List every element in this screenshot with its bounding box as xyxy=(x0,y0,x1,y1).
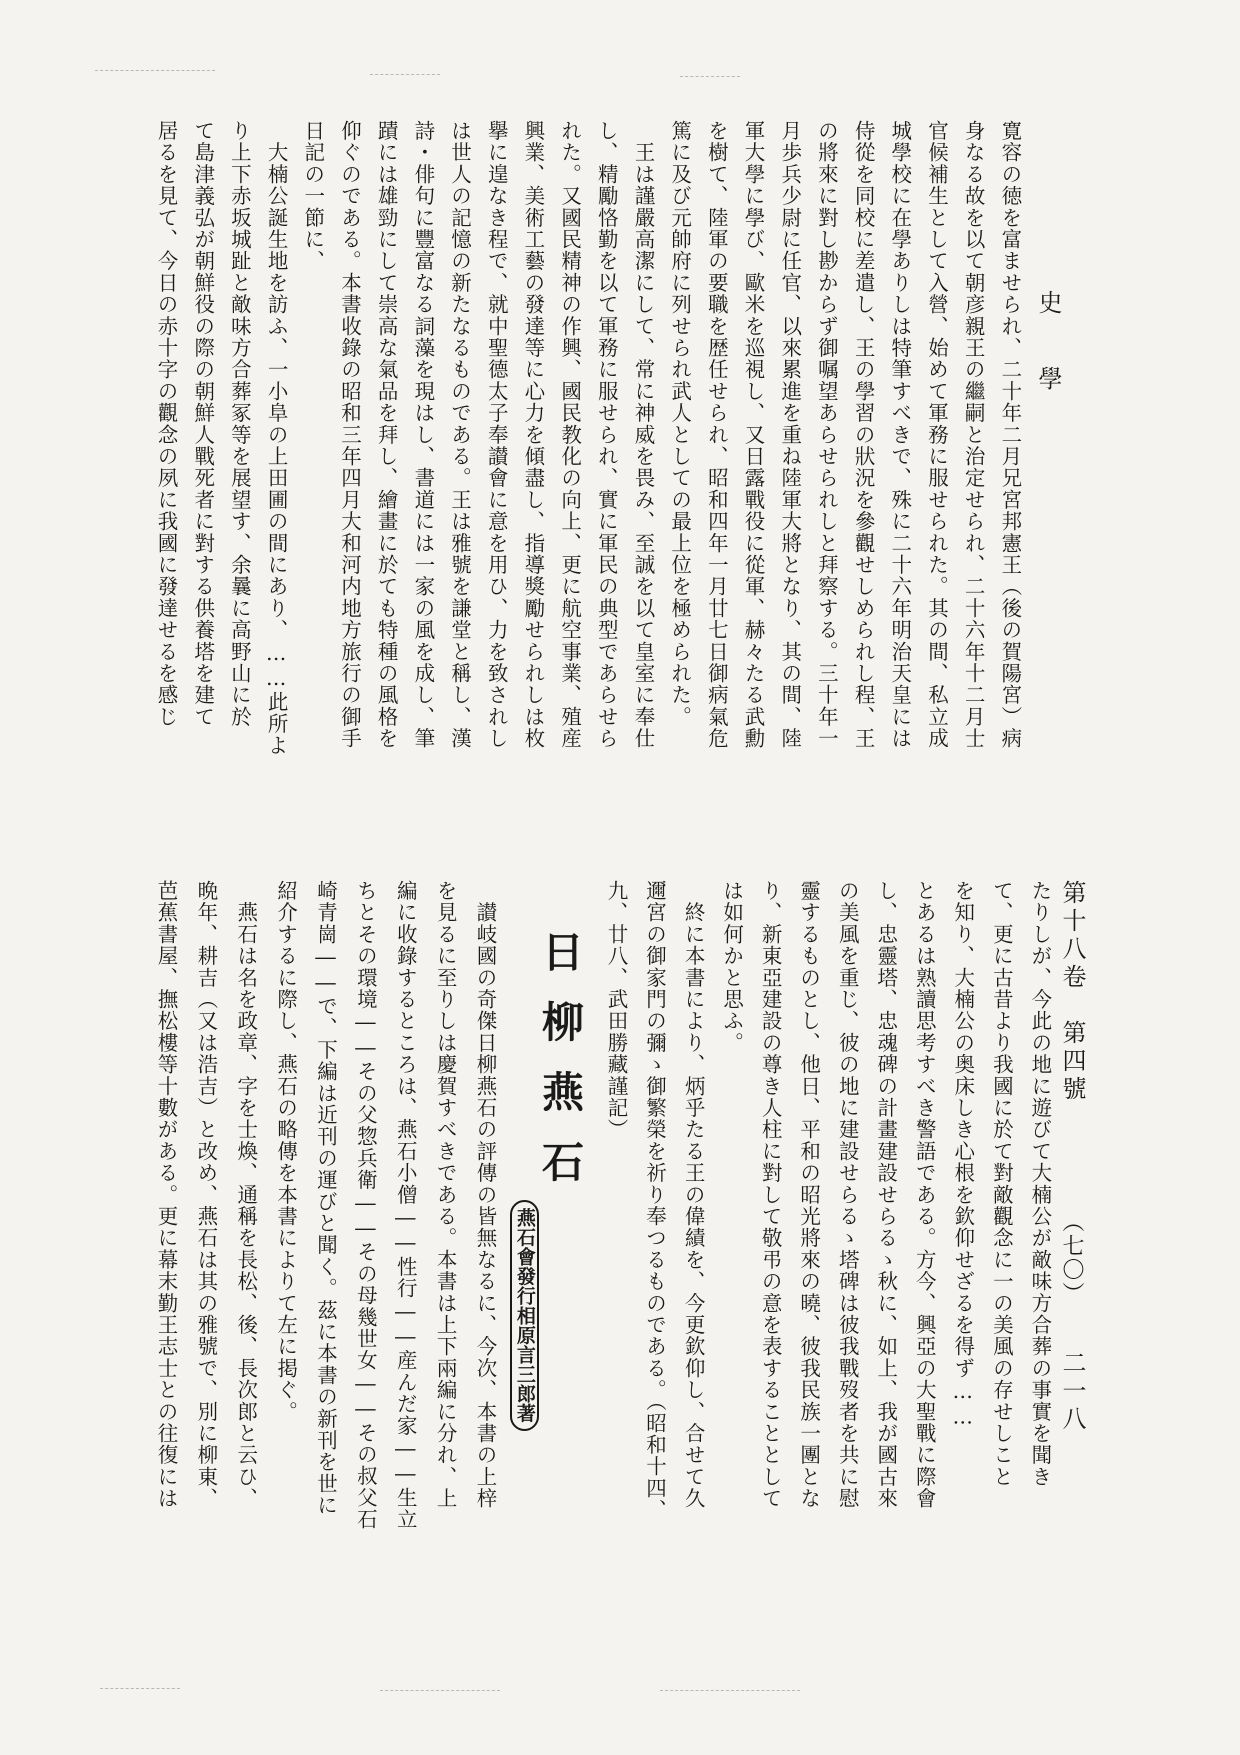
text-column: 興業、美術工藝の發達等に心力を傾盡し、指導獎勵せられしは枚 xyxy=(520,120,545,750)
text-column: 侍從を同校に差遣し、王の學習の狀況を參觀せしめられし程、王 xyxy=(851,120,876,750)
text-column: 城學校に在學ありしは特筆すべきで、殊に二十六年明治天皇には xyxy=(887,120,912,750)
text-column: 九、廿八、武田勝藏謹記） xyxy=(604,880,628,1141)
text-column: 仰ぐのである。本書收錄の昭和三年四月大和河内地方旅行の御手 xyxy=(337,120,362,750)
text-column: 日記の一節に、 xyxy=(300,120,325,272)
lower-right-text-block xyxy=(600,880,1050,1530)
text-column: 篤に及び元帥府に列せられ武人としての最上位を極められた。 xyxy=(667,120,692,728)
journal-title: 史 學 xyxy=(1034,290,1062,404)
text-column: り、新東亞建設の尊き人柱に對して敬弔の意を表することとして xyxy=(758,880,783,1510)
text-column: 邇宮の御家門の彌ゝ御繁榮を祈り奉つるものである。（昭和十四、 xyxy=(642,880,667,1521)
text-column: ちとその環境――その父惣兵衛――その母幾世女――その叔父石 xyxy=(353,880,378,1531)
upper-text-block xyxy=(150,120,1020,800)
scan-artifact-top-right xyxy=(680,76,740,77)
text-column: 靈するものとし、他日、平和の昭光將來の曉、彼我民族一團とな xyxy=(796,880,821,1510)
text-column: 王は謹嚴高潔にして、常に神威を畏み、至誠を以て皇室に奉仕 xyxy=(630,120,655,750)
text-column: れた。又國民精神の作興、國民教化の向上、更に航空事業、殖産 xyxy=(557,120,582,750)
text-column: 蹟には雄勁にして崇高な氣品を拜し、繪畫に於ても特種の風格を xyxy=(374,120,399,750)
text-column: 大楠公誕生地を訪ふ、一小阜の上田圃の間にあり、……此所よ xyxy=(264,120,289,757)
text-column: 擧に遑なき程で、就中聖德太子奉讃會に意を用ひ、力を致されし xyxy=(484,120,509,750)
section-byline xyxy=(510,1200,539,1431)
scan-artifact-bottom-mid xyxy=(380,1690,500,1691)
text-column: を樹て、陸軍の要職を歴任せられ、昭和四年一月廿七日御病氣危 xyxy=(704,120,729,750)
text-column: 月歩兵少尉に任官、以來累進を重ね陸軍大將となり、其の間、陸 xyxy=(777,120,802,750)
text-column: 燕石は名を政章、字を士煥、通稱を長松、後、長次郎と云ひ、 xyxy=(233,880,258,1510)
volume-issue: 第十八卷 第四號 xyxy=(1058,880,1086,1104)
scan-artifact-top-left xyxy=(95,70,215,71)
text-column: 芭蕉書屋、撫松樓等十數がある。更に幕末勤王志士との往復には xyxy=(154,880,178,1510)
text-column: 晩年、耕吉（又は浩吉）と改め、燕石は其の雅號で、別に柳東、 xyxy=(193,880,218,1510)
text-column: は如何かと思ふ。 xyxy=(719,880,744,1054)
text-column: 崎青崗――で、下編は近刊の運びと聞く。茲に本書の新刊を世に xyxy=(313,880,338,1517)
byline-author: 相原言三郎著 xyxy=(513,1305,536,1423)
text-column: 紹介するに際し、燕石の略傳を本書によりて左に掲ぐ。 xyxy=(273,880,298,1423)
text-column: し、忠靈塔、忠魂碑の計畫建設せらるゝ秋に、如上、我が國古來 xyxy=(873,880,898,1510)
text-column: 詩・俳句に豐富なる詞藻を現はし、書道には一家の風を成し、筆 xyxy=(410,120,435,750)
scan-artifact-bottom-left xyxy=(100,1688,180,1689)
text-column: り上下赤坂城趾と敵味方合葬冢等を展望す、余曩に高野山に於 xyxy=(227,120,252,728)
byline-publisher: 燕石會發行 xyxy=(513,1208,536,1306)
text-column: たりしが、今此の地に遊びて大楠公が敵味方合葬の事實を聞き xyxy=(1027,880,1052,1488)
text-column: 編に收錄するところは、燕石小僧――性行――産んだ家――生立 xyxy=(393,880,418,1531)
text-column: 讃岐國の奇傑日柳燕石の評傳の皆無なるに、今次、本書の上梓 xyxy=(473,880,497,1510)
text-column: し、精勵恪勤を以て軍務に服せられ、實に軍民の典型であらせら xyxy=(594,120,619,750)
text-column: 身なる故を以て朝彦親王の繼嗣と治定せられ、二十六年十二月士 xyxy=(961,120,986,750)
scan-artifact-bottom-right xyxy=(660,1690,800,1691)
text-column: 官候補生として入營、始めて軍務に服せられた。其の間、私立成 xyxy=(924,120,949,750)
text-column: て、更に古昔より我國に於て對敵觀念に一の美風の存せしこと xyxy=(989,880,1014,1488)
text-column: 居るを見て、今日の赤十字の觀念の夙に我國に發達せるを感じ xyxy=(154,120,178,728)
text-column: の將來に對し尠からず御嘱望あらせられしと拜察する。三十年一 xyxy=(814,120,839,750)
text-column: とあるは熟讀思考すべき警語である。方今、興亞の大聖戰に際會 xyxy=(912,880,937,1510)
text-column: て島津義弘が朝鮮役の際の朝鮮人戰死者に對する供養塔を建て xyxy=(190,120,215,728)
scan-artifact-top-mid xyxy=(370,74,440,75)
text-column: 寛容の徳を富ませられ、二十年二月兄宮邦憲王（後の賀陽宮）病 xyxy=(997,120,1022,750)
text-column: の美風を重じ、彼の地に建設せらるゝ塔碑は彼我戰歿者を共に慰 xyxy=(835,880,860,1510)
text-column: を見るに至りしは慶賀すべきである。本書は上下兩編に分れ、上 xyxy=(433,880,458,1510)
text-column: を知り、大楠公の奥床しき心根を欽仰せざるを得ず…… xyxy=(950,880,975,1430)
lower-left-text-block xyxy=(150,880,495,1530)
section-title: 日柳燕石 xyxy=(536,930,585,1210)
page-number: 二一八 xyxy=(1058,1350,1086,1434)
page-marker: （七〇） xyxy=(1059,1210,1084,1306)
text-column: は世人の記憶の新たなるものである。王は雅號を謙堂と稱し、漢 xyxy=(447,120,472,750)
text-column: 軍大學に學び、歐米を巡視し、又日露戰役に從軍、赫々たる武勳 xyxy=(741,120,765,750)
text-column: 終に本書により、炳乎たる王の偉績を、今更欽仰し、合せて久 xyxy=(681,880,706,1510)
